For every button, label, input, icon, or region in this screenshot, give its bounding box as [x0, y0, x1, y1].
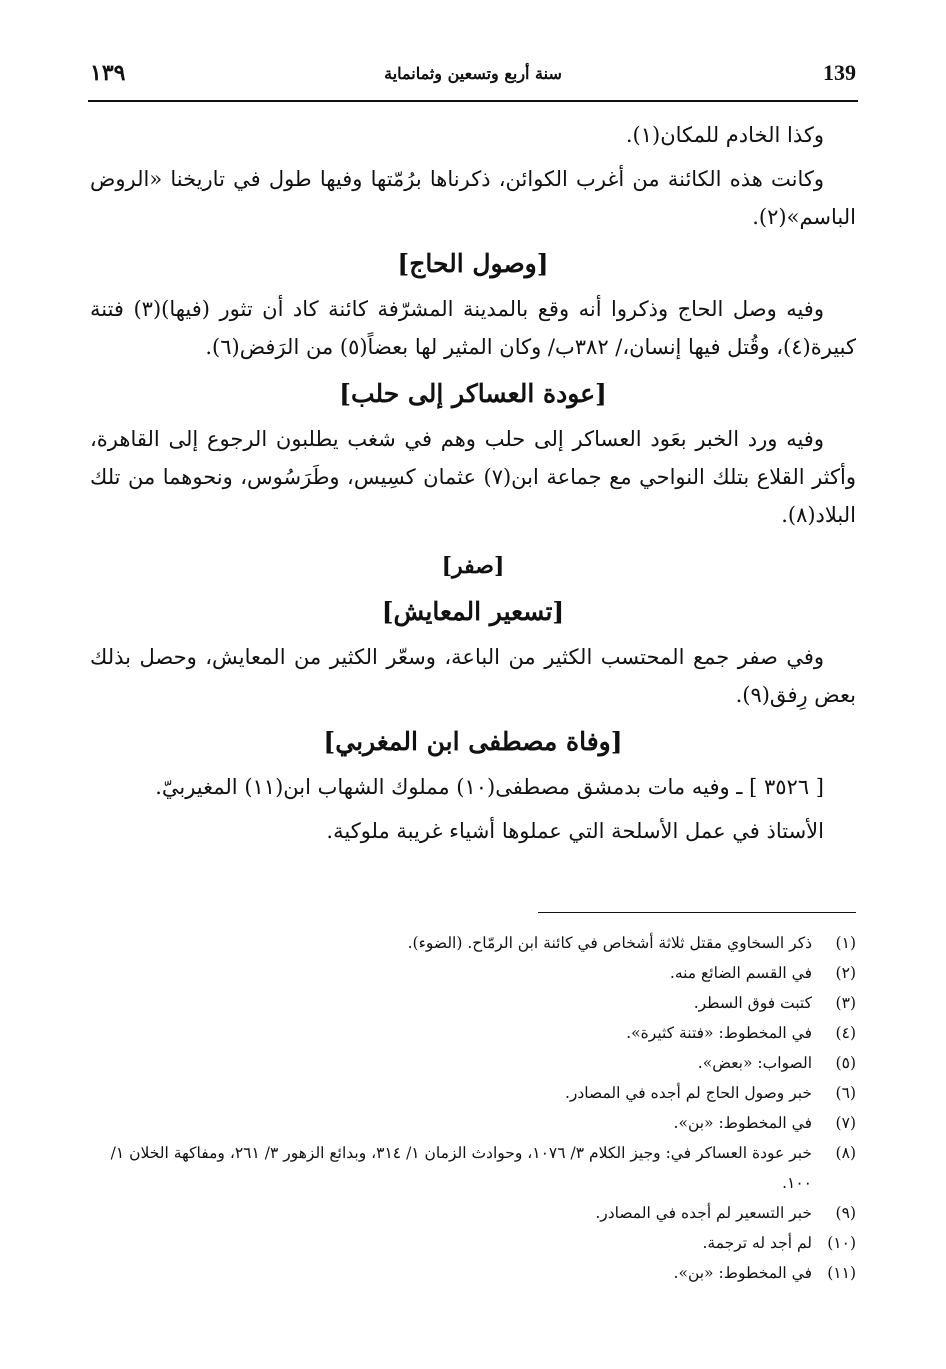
footnote	[90, 928, 856, 958]
footnote-text: الصواب: «بعض».	[697, 1054, 812, 1072]
footnote	[90, 1228, 856, 1258]
footnote	[90, 1048, 856, 1078]
footnote	[90, 958, 856, 988]
footnote-mark: (٥)	[835, 1054, 856, 1072]
header-rule	[88, 100, 858, 102]
paragraph: وكانت هذه الكائنة من أغرب الكوائن، ذكرناها برُمّتها وفيها طول في تاريخنا «الروض الباسم»(٢).	[90, 167, 856, 229]
footnote-text: ذكر السخاوي مقتل ثلاثة أشخاص في كائنة ابن الرمّاح. (الضوء).	[407, 934, 812, 952]
footnote	[90, 988, 856, 1018]
footnote-text: خبر وصول الحاج لم أجده في المصادر.	[564, 1084, 812, 1102]
month-heading: [صفر]	[441, 553, 505, 579]
footnote	[90, 1078, 856, 1108]
footnote-text: في المخطوط: «بن».	[673, 1114, 812, 1132]
footnote-mark: (٤)	[835, 1024, 856, 1042]
page-number-arabic: ١٣٩	[90, 60, 126, 86]
footnote-mark: (١١)	[827, 1264, 856, 1282]
footnote	[90, 1108, 856, 1138]
section-heading: [وفاة مصطفى ابن المغربي]	[323, 727, 623, 756]
footnote-mark: (٣)	[835, 994, 856, 1012]
footnote-mark: (٨)	[835, 1144, 856, 1162]
main-text	[90, 116, 856, 856]
footnote-text: لم أجد له ترجمة.	[702, 1234, 812, 1252]
footnote-text: خبر عودة العساكر في: وجيز الكلام ٣/ ١٠٧٦، وحوادث الزمان ١/ ٣١٤، وبدائع الزهور ٣/ ٢٦١، ومفاكهة الخلان ١/ ١٠٠.	[110, 1144, 812, 1192]
footnotes	[90, 928, 856, 1288]
paragraph: وفي صفر جمع المحتسب الكثير من الباعة، وسعّر الكثير من المعايش، وحصل بذلك بعض رِفق(٩).	[90, 645, 856, 707]
footnote	[90, 1138, 856, 1198]
footnote-rule	[538, 912, 856, 913]
section-heading: [تسعير المعايش]	[381, 597, 565, 626]
section-heading: [وصول الحاج]	[397, 249, 549, 278]
footnote-text: كتبت فوق السطر.	[693, 994, 812, 1012]
footnote	[90, 1258, 856, 1288]
section-heading: [عودة العساكر إلى حلب]	[339, 379, 607, 408]
page-header	[90, 60, 856, 94]
footnote-mark: (١)	[835, 934, 856, 952]
paragraph: الأستاذ في عمل الأسلحة التي عملوها أشياء غريبة ملوكية.	[326, 819, 824, 843]
footnote-text: في القسم الضائع منه.	[669, 964, 812, 982]
footnote-mark: (٢)	[835, 964, 856, 982]
obituary-entry: [ ٣٥٢٦ ] ـ وفيه مات بدمشق مصطفى(١٠) مملوك الشهاب ابن(١١) المغيربيّ.	[155, 775, 824, 799]
running-title: سنة أربع وتسعين وثمانماية	[384, 64, 562, 83]
footnote-text: في المخطوط: «فتنة كثيرة».	[626, 1024, 812, 1042]
footnote-mark: (٦)	[835, 1084, 856, 1102]
paragraph: وفيه ورد الخبر بعَود العساكر إلى حلب وهم في شغب يطلبون الرجوع إلى القاهرة، وأكثر القلاع بتلك النواحي مع جماعة ابن(٧) عثمان كسِيس، وطَرَسُوس، ونحوهما من تلك البلاد(٨).	[90, 427, 856, 527]
paragraph: وفيه وصل الحاج وذكروا أنه وقع بالمدينة المشرّفة كائنة كاد أن تثور (فيها)(٣) فتنة كبيرة(٤)، وقُتل فيها إنسان،/ ٣٨٢ب/ وكان المثير لها بعضاً(٥) من الرَفض(٦).	[90, 297, 856, 359]
footnote-text: خبر التسعير لم أجده في المصادر.	[595, 1204, 812, 1222]
footnote-mark: (٩)	[835, 1204, 856, 1222]
paragraph: وكذا الخادم للمكان(١).	[625, 123, 824, 147]
footnote-mark: (٧)	[835, 1114, 856, 1132]
footnote-mark: (١٠)	[827, 1234, 856, 1252]
footnote	[90, 1198, 856, 1228]
footnote	[90, 1018, 856, 1048]
page-number: 139	[823, 60, 856, 85]
footnote-text: في المخطوط: «بن».	[673, 1264, 812, 1282]
